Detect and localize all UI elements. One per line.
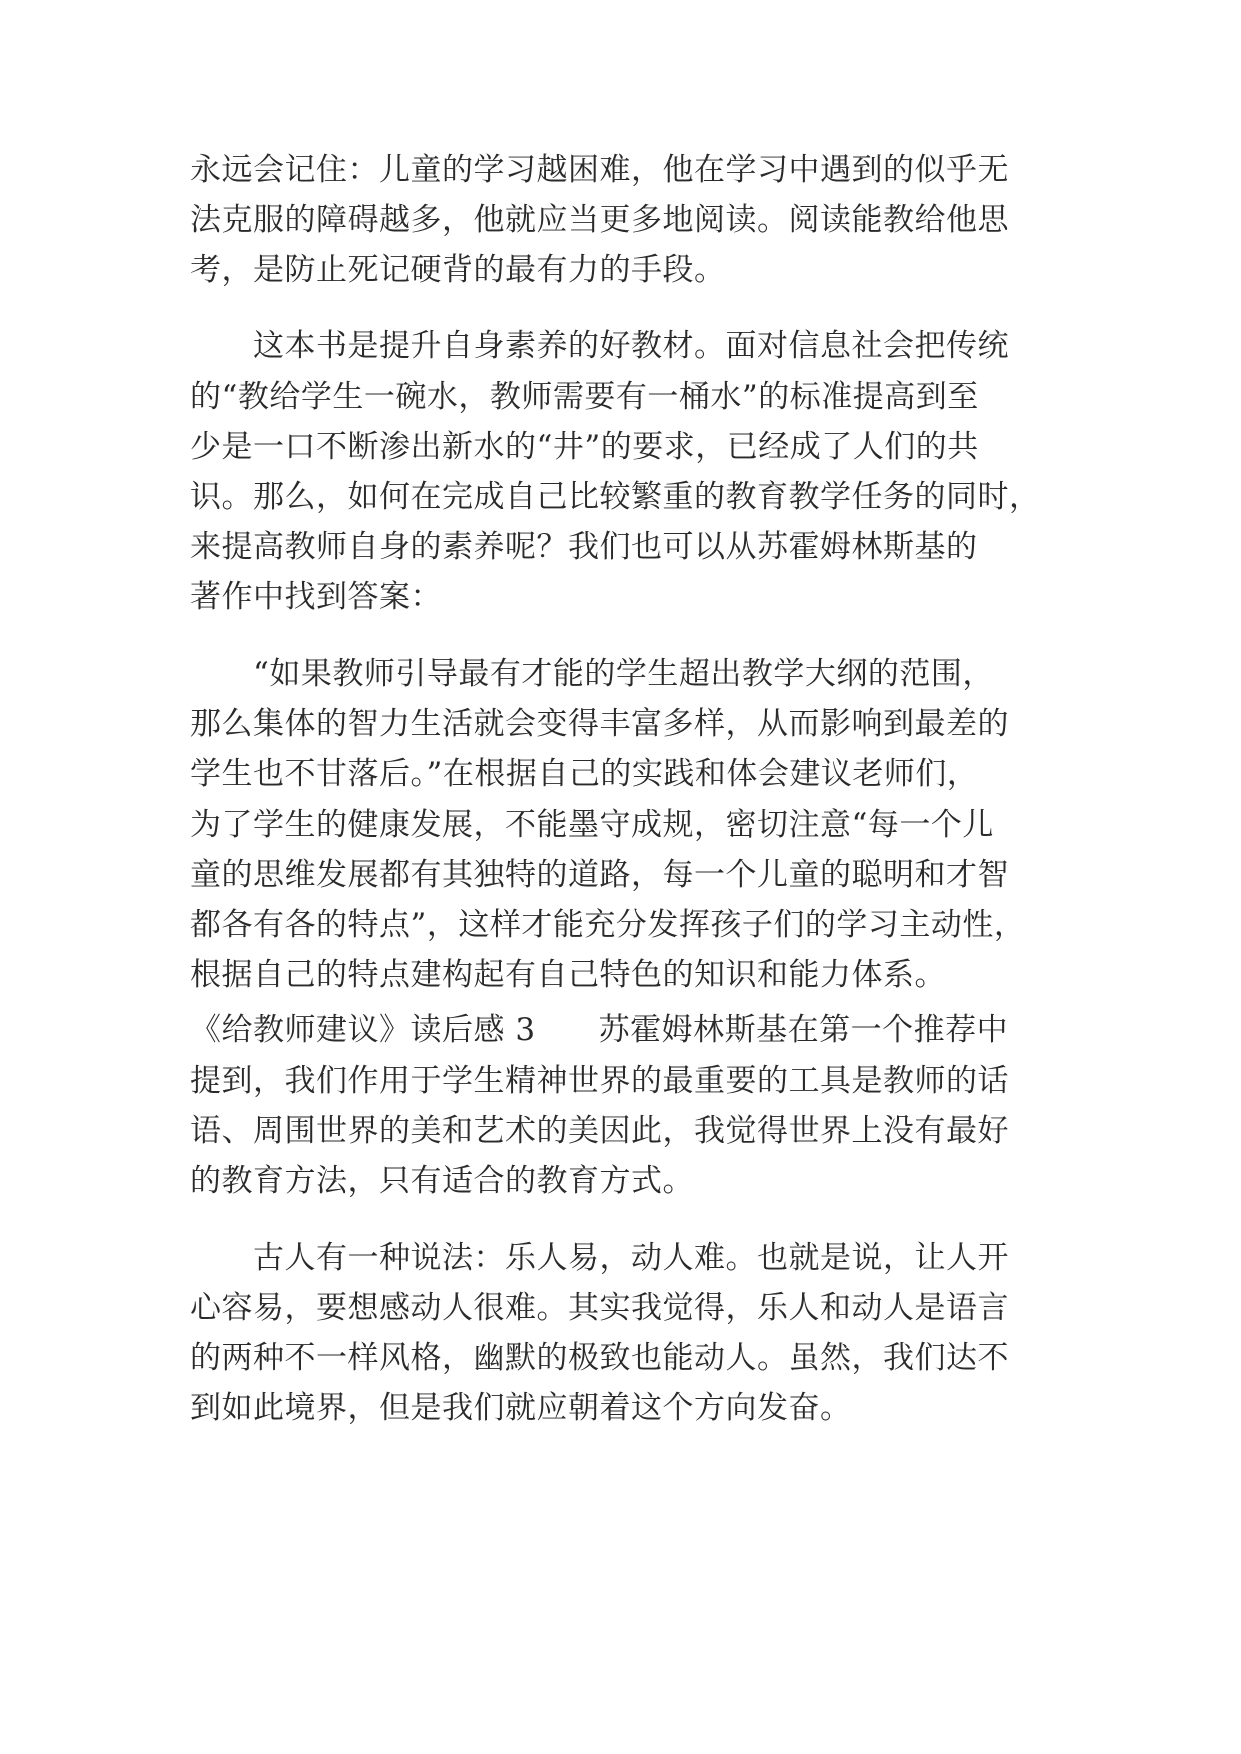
text-line: 童的思维发展都有其独特的道路，每一个儿童的聪明和才智 [190,857,1009,893]
text-line: 的两种不一样风格，幽默的极致也能动人。虽然，我们达不 [190,1340,1009,1376]
text-line: 少是一口不断渗出新水的“井”的要求，已经成了人们的共 [190,429,979,465]
text-line: 法克服的障碍越多，他就应当更多地阅读。阅读能教给他思 [190,202,1009,238]
text-line: 到如此境界，但是我们就应朝着这个方向发奋。 [190,1390,852,1426]
text-line: 识。那么，如何在完成自己比较繁重的教育教学任务的同时， [190,479,1041,515]
text-line: 根据自己的特点建构起有自己特色的知识和能力体系。 [190,957,946,993]
text-line: 那么集体的智力生活就会变得丰富多样，从而影响到最差的 [190,706,1009,742]
text-line: 学生也不甘落后。”在根据自己的实践和体会建议老师们， [190,756,979,792]
text-line: 心容易，要想感动人很难。其实我觉得，乐人和动人是语言 [190,1290,1009,1326]
text-line: 古人有一种说法：乐人易，动人难。也就是说，让人开 [190,1240,1009,1276]
text-line: 提到，我们作用于学生精神世界的最重要的工具是教师的话 [190,1063,1009,1099]
text-line: 这本书是提升自身素养的好教材。面对信息社会把传统 [190,328,1009,364]
text-line: 《给教师建议》读后感 3 苏霍姆林斯基在第一个推荐中 [190,1012,1009,1048]
text-line: 来提高教师自身的素养呢？我们也可以从苏霍姆林斯基的 [190,529,978,565]
text-line: “如果教师引导最有才能的学生超出教学大纲的范围， [190,656,994,692]
text-line: 著作中找到答案： [190,579,442,615]
text-line: 永远会记住：儿童的学习越困难，他在学习中遇到的似乎无 [190,152,1009,188]
text-line: 的教育方法，只有适合的教育方式。 [190,1163,694,1199]
text-line: 语、周围世界的美和艺术的美因此，我觉得世界上没有最好 [190,1113,1009,1149]
text-line: 考，是防止死记硬背的最有力的手段。 [190,252,726,288]
text-line: 都各有各的特点”，这样才能充分发挥孩子们的学习主动性， [190,907,1026,943]
text-line: 的“教给学生一碗水，教师需要有一桶水”的标准提高到至 [190,379,979,415]
text-line: 为了学生的健康发展，不能墨守成规，密切注意“每一个儿 [190,807,994,843]
